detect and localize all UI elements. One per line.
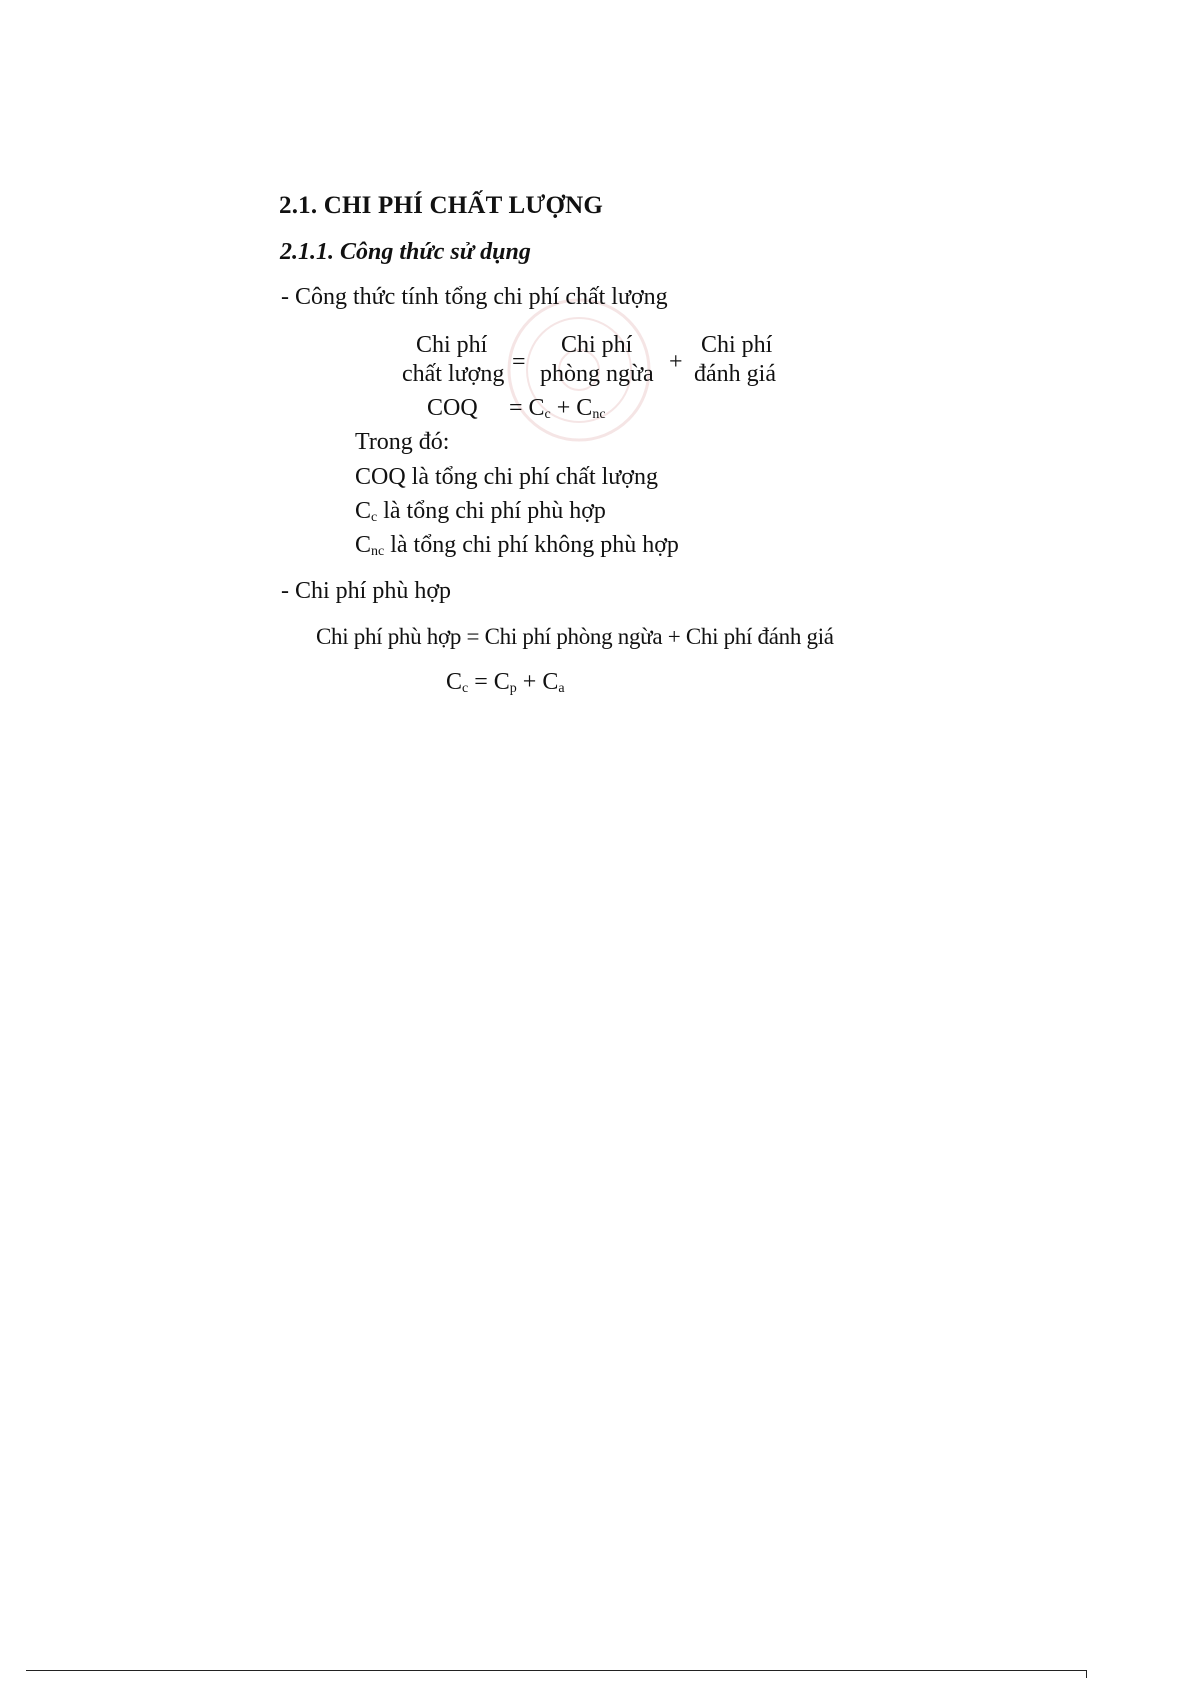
- formula-symbolic-lhs: COQ: [427, 395, 478, 421]
- where-label: Trong đó:: [355, 429, 450, 455]
- definition-cc: $C_c$ là tổng chi phí phù hợp: [355, 498, 606, 525]
- formula-term1-bottom: phòng ngừa: [540, 361, 654, 387]
- formula-term2-top: Chi phí: [701, 332, 773, 358]
- bullet-total-cost: - Công thức tính tổng chi phí chất lượng: [281, 284, 668, 310]
- formula-lhs-top: Chi phí: [416, 332, 488, 358]
- formula-plus-sign: +: [669, 349, 683, 375]
- formula-term1-top: Chi phí: [561, 332, 633, 358]
- page-bottom-tick: [1086, 1670, 1087, 1678]
- definition-coq: COQ là tổng chi phí chất lượng: [355, 464, 658, 490]
- page-bottom-rule: [26, 1670, 1086, 1671]
- formula-lhs-bottom: chất lượng: [402, 361, 505, 387]
- bullet-conformance-cost: - Chi phí phù hợp: [281, 578, 452, 604]
- formula-symbolic-rhs: = $C_c + C_{nc}$: [509, 395, 606, 422]
- subsection-heading: 2.1.1. Công thức sử dụng: [280, 239, 531, 265]
- definition-cnc: $C_{nc}$ là tổng chi phí không phù hợp: [355, 532, 679, 559]
- formula-term2-bottom: đánh giá: [694, 361, 776, 387]
- formula-equals-sign: =: [512, 349, 526, 375]
- section-heading: 2.1. CHI PHÍ CHẤT LƯỢNG: [279, 192, 604, 219]
- conformance-symbolic: $C_c = C_p + C_a$: [446, 669, 565, 696]
- conformance-formula: Chi phí phù hợp = Chi phí phòng ngừa + Chi phí đánh giá: [316, 624, 834, 649]
